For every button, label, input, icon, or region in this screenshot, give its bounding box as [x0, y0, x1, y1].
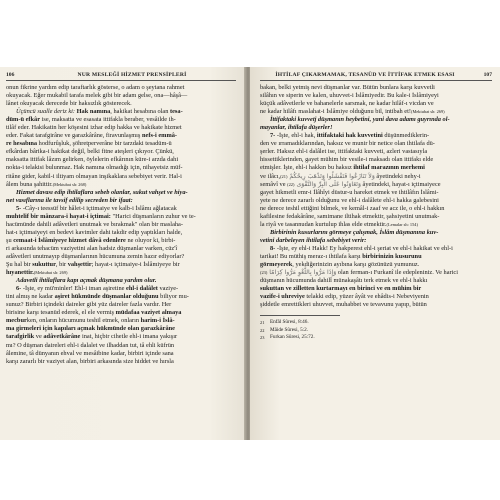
text-run: tesa-	[170, 108, 183, 116]
text-line	[260, 181, 492, 189]
text-line	[260, 173, 492, 181]
section-heading: net vasıflarına ile tavsif edilip secreden bir ifaat:	[6, 196, 133, 204]
text-line: ritâne gider, kabil-i iltiyam olmayan inşikaklara sebebiyet verir. Hal-i	[6, 172, 182, 180]
text-run: ne oluyor ki, birbi-	[125, 236, 176, 244]
text-run: , hakikat hesabına olan	[110, 108, 170, 116]
text-run: nefs-i emmâ-	[141, 132, 178, 140]
text-run: re hesabına	[6, 140, 38, 148]
text-line	[6, 261, 236, 269]
text-run: hodfurûşluk, şöhretperverâne bir tarzdaki tesadüm-ü	[37, 140, 172, 148]
arabic-verse: وَإِذَا مَرُّوا بِاللَّغْوِ مَرُّوا كِرَامًا	[267, 269, 337, 277]
text-run: Üçüncü sualle deriz ki:	[16, 108, 77, 116]
text-line	[6, 181, 236, 189]
text-line	[6, 108, 236, 116]
item-number: 6-	[16, 285, 23, 293]
source-reference: (Lemalar sh: 154)	[386, 221, 418, 227]
footnote-number: 22	[260, 327, 265, 333]
footnote-divider	[260, 315, 340, 316]
text-line: ma girmeleri için kapıları açmak hükmünde olan garazkârâne	[6, 325, 175, 333]
text-run: görmeyerek	[260, 261, 293, 269]
arabic-verse: وَلاَ تَنَازَعُوا فَتَفْشَلُوا وَتَذْهَبَ رِيحُكُمْ	[287, 172, 375, 180]
text-run: , yekdiğerinizin ayıbına karşı gözünüzü yumunuz.	[292, 261, 420, 269]
text-run: cemaat-i İslâmiyeye hizmet dâvâ edenlere	[13, 236, 126, 244]
text-line	[6, 132, 236, 140]
left-page-header	[6, 72, 236, 81]
arabic-verse: وَتَعَاوَنُوا عَلَى الْبِرِّ وَالتَّقْوَى	[294, 180, 361, 188]
left-running-head: NUR MESLEĞİ HİZMET PRENSİPLERİ	[77, 72, 187, 78]
text-line: hat-ı içtimaiyeyi en bedevi kavimler dahi takdir edip yaptıkları halde,	[6, 228, 183, 236]
text-run: ve ilâcı,	[260, 172, 281, 180]
text-run: "Harici düşmanların zuhur ve te-	[110, 212, 196, 220]
footnote-marker: (21)	[280, 173, 288, 179]
text-line	[260, 293, 492, 301]
text-run: tarikat! Bu müthiş meraz-ı ihtilafa karşı	[260, 252, 363, 260]
text-run: telakki edip, yüzer âyât ve ehâdis-i Nebeviyenin	[304, 293, 429, 301]
text-run: , bir	[55, 261, 68, 269]
text-line: şerler. Haksız ehl-i dalâlet ise, ittifaktaki kuvveti, azleri vastasıyla	[260, 148, 428, 156]
source-reference: (Mektubat sh: 268)	[52, 181, 87, 187]
right-running-head: İHTİLAF ÇIKARMAMAK, TESANÜD VE İTTİFAK ETMEK ESASI	[275, 72, 455, 78]
text-run: -Cây-ı teessüf bir hâlet-i içtimaiye ve kalb-i İslâmı ağlatacak	[22, 204, 177, 212]
text-line	[6, 116, 236, 124]
footnote-text: Enfâl Sûresi, 8:46.	[270, 319, 309, 326]
source-reference: (Mektubat sh: 269)	[410, 109, 445, 115]
text-run: şu	[6, 236, 14, 244]
text-line: okuyacak. Eğer mukabil tarafa melek gibi bir adam gelse, ona—hâşâ—	[6, 92, 188, 100]
text-line: küçük adâvetlerle ve bahanelerle sarsmak, ne kadar hilâf-ı vicdan ve	[260, 100, 434, 108]
section-heading: İttifaktaki kuvvetj düşmanın heybetini, yani dava adamı guyrında ol-	[270, 116, 450, 124]
text-line	[260, 261, 492, 269]
text-run: Hak namına	[76, 108, 111, 116]
left-page	[0, 67, 246, 440]
footnote	[260, 319, 492, 326]
footnote-marker: (22)	[287, 181, 295, 187]
text-line: mı? O düşman daireleri ehl-i dalalet ve ilhaddan tut, tâ ehli küfrün	[6, 341, 175, 349]
text-line: kafilesine fedakârâne, samimane iltihak etmektir, şahsiyetini unutmak-	[260, 212, 440, 220]
text-line	[260, 269, 492, 277]
text-run: semâvî ve	[260, 180, 288, 188]
text-run: vazife-i uhreviye	[260, 293, 305, 301]
text-run: etmişler. İşte, ehl-i hakkın bu haksız	[260, 164, 354, 172]
text-line	[6, 333, 236, 341]
footnote-text: Mâide Sûresi, 5:2.	[270, 326, 309, 333]
text-run: la riyâ ve tasannudan kurtulup ihlas elde etmektir.	[260, 220, 387, 228]
text-run: ken, onların hücumunu teshil etmek, onların	[26, 317, 141, 325]
text-run: vahşettir	[67, 261, 92, 269]
text-line	[6, 205, 236, 213]
text-run: düşünmediklerin-	[382, 132, 430, 140]
text-line: ri arkasında tehacüm vaziyetini alan hadsiz düşmanlar varken, cüz'î	[6, 244, 178, 252]
footnote-number: 23	[260, 334, 265, 340]
section-heading: Birbirinin kusurlarını görmeye çalışmak, İslâm düşmanına kuv-	[270, 228, 439, 236]
section-heading: Adavetli ihtilaflara kapı açmak düşmana yardım olur.	[16, 277, 157, 285]
text-line: sunuz? Birbiri içindeki daireler gibi yüz daireler fazla vardır. Her	[6, 301, 172, 309]
text-line	[260, 221, 492, 229]
right-body-text	[260, 84, 492, 309]
footnote-marker: (23)	[260, 270, 268, 276]
text-line	[6, 285, 236, 293]
open-book	[0, 67, 500, 440]
text-run: ve	[34, 333, 44, 341]
text-line: bakan, belki yetmiş nevi düşmanlar var. Bütün bunlara karşı kuvvetli	[260, 84, 435, 91]
section-heading: Hizmet davası edip ihtilaflara sebeb olanlar, sukut vahşet ve hiya-	[16, 188, 188, 196]
text-run: birisine karşı tesanüd ederek, el ele vermiş	[6, 309, 116, 317]
text-line: hacümünde dahili adâvetleri unutmak ve bırakmak" olan bir maslaha-	[6, 220, 183, 228]
item-number: 7-	[270, 132, 277, 140]
section-heading: mayanlar, ihtilafa düşerler!	[260, 124, 333, 132]
text-line: şiddetle emrettikleri uhuvvet, muhabbet ve tevavunu yapıp, bütün	[260, 301, 427, 309]
text-line	[6, 140, 236, 148]
text-line: nokta-i telakisi bulunmaz. Hak namına olmadığı için, nihayetsiz müf-	[6, 164, 183, 172]
text-line	[260, 132, 492, 140]
text-line: gayet hikmetli emr-i İlâhîyi düstur-u hareket etmek ve ihtilâfın İslâmi-	[260, 188, 439, 196]
text-line: tilâf eder. Hakikatin her köşesini izhar edip hakka ve hakikate hizmet	[6, 124, 182, 132]
text-line: efkârdan bârika-i hakikat değil, belki fitne ateşleri çıkıyor. Çünkü,	[6, 148, 174, 156]
text-run: birbirinizin kusurunu	[362, 252, 422, 260]
text-line: karşı zararlı bir vaziyet alan, birbiri arkasında size hiddet ve hırsla	[6, 357, 174, 365]
text-run: muhtelif bir mânzara-i hayat-i içtimai:	[6, 212, 111, 220]
right-page	[250, 67, 500, 440]
text-line	[6, 317, 236, 325]
text-run: düm-ü efkâr	[6, 116, 41, 124]
text-line	[6, 309, 236, 317]
text-run: hıyanettir.	[6, 269, 34, 277]
text-run: ehl-i dalâlet	[126, 285, 158, 293]
right-page-header	[260, 72, 492, 81]
text-line: hissettiklerinden, gayet mühim bir vesile-i maksadı olan ittifakı elde	[260, 156, 434, 164]
text-run: âyetindeki, hayat-ı içtimaiyece	[360, 180, 441, 188]
footnote-number: 21	[260, 320, 265, 326]
text-run: -İşte, ehl-i hak,	[276, 132, 317, 140]
footnote	[260, 334, 492, 341]
section-heading: vetini darbeleyen ihtilafa sebebiyet verir:	[260, 236, 367, 244]
text-line: lânet okuyacak derecede bir haksızlık gösterecek.	[6, 100, 132, 108]
text-run: tini almış ne kadar	[6, 293, 55, 301]
text-run: Şu hal bir	[6, 261, 33, 269]
text-run: ne kadar hilâfı maslahat-i İslâmiye olduğunu bil, intibah et!	[260, 108, 411, 116]
text-run: ittifaktaki hak kuvvetini	[316, 132, 383, 140]
footnote-text: Furkan Sûresi, 25:72.	[270, 333, 315, 340]
text-line: maksatta ittifak lâzım gelirken, öylelerin efkârının küre-i arzda dahi	[6, 156, 179, 164]
text-line	[260, 164, 492, 172]
text-line: âlemine, tâ dünyanın ehval ve mesâibine kadar, birbiri içinde sana	[6, 349, 174, 357]
text-run: -İşte, ey ehl-i Hakk! Ey hakperest ehl-i şeriat ve ehl-i hakikat ve ehl-i	[276, 244, 453, 252]
text-line: adâvetleri unutmayıp düşmanlarının hücumuna zemin hazır ediyorlar?	[6, 252, 185, 260]
text-line	[260, 245, 492, 253]
text-run: müdafaa vaziyet almaya	[115, 309, 182, 317]
text-line: silâhın ve siperin ve kalen, uhuvvet-i İslâmiyedir. Bu kale-i İslâmiyeyi	[260, 92, 439, 100]
text-run: âlem buna şahittir.	[6, 180, 53, 188]
text-line	[6, 293, 236, 301]
text-run: harim-i İslâ-	[140, 317, 175, 325]
text-line	[6, 269, 236, 277]
text-line: den ve ırramadıklarından, haksız ve munir bir netice olan ihtilafa dü-	[260, 140, 435, 148]
source-reference: (Mektubat sh: 269)	[33, 270, 68, 276]
text-run: aşiret hükmünde düşmanlar olduğunu	[54, 293, 159, 301]
text-run: ihtilaf marazının merhemi	[353, 164, 425, 172]
text-line	[6, 213, 236, 221]
footnotes	[260, 319, 492, 341]
text-run: sukuttur	[32, 261, 56, 269]
text-run: adâvetkârâne	[43, 333, 81, 341]
text-line: yete ne derece zararlı olduğunu ve ehl-i dalâlete ehl-i hakka galebesini	[260, 196, 439, 204]
item-number: 5-	[16, 204, 23, 212]
text-run: biliyor mu-	[158, 293, 189, 301]
left-body-text	[6, 84, 236, 366]
text-line: sukuttan ve zilletten kurtarmayı en birinci ve en mühim bir	[260, 285, 422, 293]
text-run: olan ferman-ı Furkanî ile edepleniniz. Ve harici	[336, 269, 458, 277]
text-line: onun fikrine yardım edip taraftarlık gösterse, o adam o şeytana rahmet	[6, 84, 185, 91]
text-line	[6, 237, 236, 245]
text-run: inat, hiçbir cihetle ehl-i imana yakışır	[80, 333, 178, 341]
text-run: vaziye-	[157, 285, 179, 293]
text-run: âyetindeki nehy-i	[374, 172, 421, 180]
right-page-number: 107	[483, 72, 492, 78]
text-line: düşmanın hücumunda dahilî münakaşâtı terk etmek ve ehl-i hakkı	[260, 277, 428, 285]
text-run: mecbur	[6, 317, 27, 325]
footnote	[260, 327, 492, 334]
text-run: tarafgirlik	[6, 333, 35, 341]
left-page-number: 106	[6, 72, 15, 78]
text-run: eder. Fakat tarafgirâne ve garazkârâne, firavunlaşmış	[6, 132, 142, 140]
text-run: ise, maksatta ve esasata ittifakla beraber, vesâilde ih-	[40, 116, 176, 124]
text-run: -İşte, ey mü'minler! Ehl-i iman aşiretine	[22, 285, 127, 293]
text-run: ; hayat-ı içtimaiye-i İslâmiyeye bir	[91, 261, 180, 269]
text-line: ne derece teshil ettiğini bilmek, ve kemâl-i zaaf ve acz ile, o ehl-i hakkın	[260, 204, 445, 212]
text-line	[260, 108, 492, 116]
item-number: 8-	[270, 244, 277, 252]
text-line	[260, 253, 492, 261]
